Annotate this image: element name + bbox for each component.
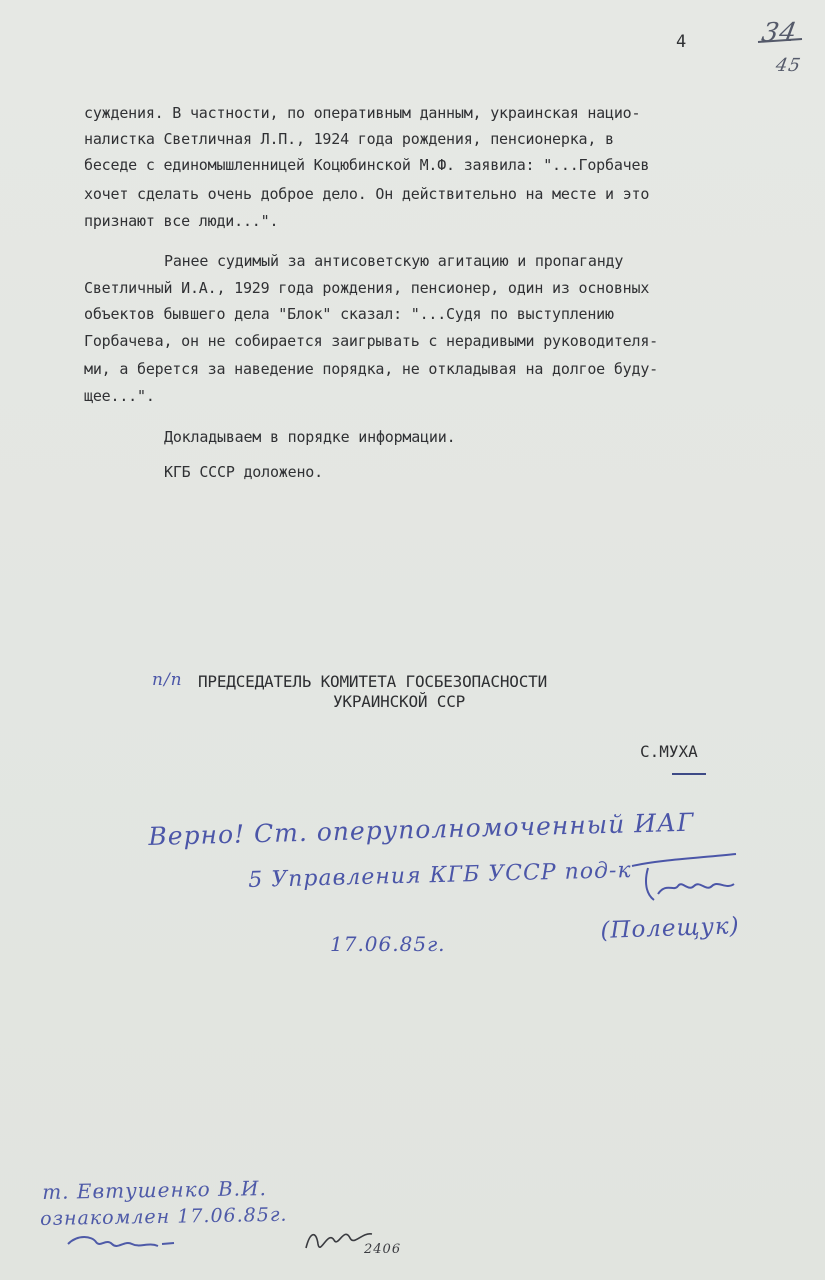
- signature-prefix: п/п: [152, 670, 183, 690]
- acknowledgement-note: ознакомлен 17.06.85г.: [40, 1203, 288, 1230]
- folio-strike-mark: [756, 34, 806, 48]
- signature-underline: [672, 773, 706, 775]
- body-line: объектов бывшего дела "Блок" сказал: "...Судя по выступлению: [84, 305, 614, 323]
- body-line: признают все люди...".: [84, 212, 279, 230]
- certification-date: 17.06.85г.: [330, 932, 446, 956]
- signatory-title: ПРЕДСЕДАТЕЛЬ КОМИТЕТА ГОСБЕЗОПАСНОСТИ: [198, 672, 548, 691]
- certification-line: 5 Управления КГБ УССР под-к: [248, 857, 632, 893]
- body-line: налистка Светличная Л.П., 1924 года рождения, пенсионерка, в: [84, 130, 614, 148]
- body-line: суждения. В частности, по оперативным данным, украинская нацио-: [84, 104, 641, 122]
- certification-line: Верно! Ст. оперуполномоченный ИАГ: [148, 807, 695, 851]
- body-line: щее...".: [84, 387, 155, 405]
- certifier-name: (Полещук): [600, 913, 741, 944]
- resolution-date: 2406: [364, 1242, 402, 1257]
- signatory-title-line-2: УКРАИНСКОЙ ССР: [333, 692, 466, 711]
- closing-line: Докладываем в порядке информации.: [164, 428, 456, 446]
- acknowledgement-note: т. Евтушенко В.И.: [42, 1176, 268, 1204]
- acknowledgement-signature: [62, 1226, 182, 1262]
- archive-folio-number-secondary: 45: [774, 55, 803, 76]
- certifier-signature: [618, 846, 748, 916]
- closing-line: КГБ СССР доложено.: [164, 463, 323, 481]
- signatory-name: С.МУХА: [640, 742, 698, 761]
- body-line: Ранее судимый за антисоветскую агитацию и пропаганду: [164, 252, 624, 270]
- archive-folio-number: 34: [759, 18, 800, 48]
- body-line: хочет сделать очень доброе дело. Он действительно на месте и это: [84, 185, 650, 203]
- body-line: Светличный И.А., 1929 года рождения, пенсионер, один из основных: [84, 279, 650, 297]
- body-line: ми, а берется за наведение порядка, не откладывая на долгое буду-: [84, 360, 658, 378]
- body-line: Горбачева, он не собирается заигрывать с нерадивыми руководителя-: [84, 332, 658, 350]
- page-number: 4: [676, 32, 687, 52]
- body-line: беседе с единомышленницей Коцюбинской М.Ф. заявила: "...Горбачев: [84, 156, 650, 174]
